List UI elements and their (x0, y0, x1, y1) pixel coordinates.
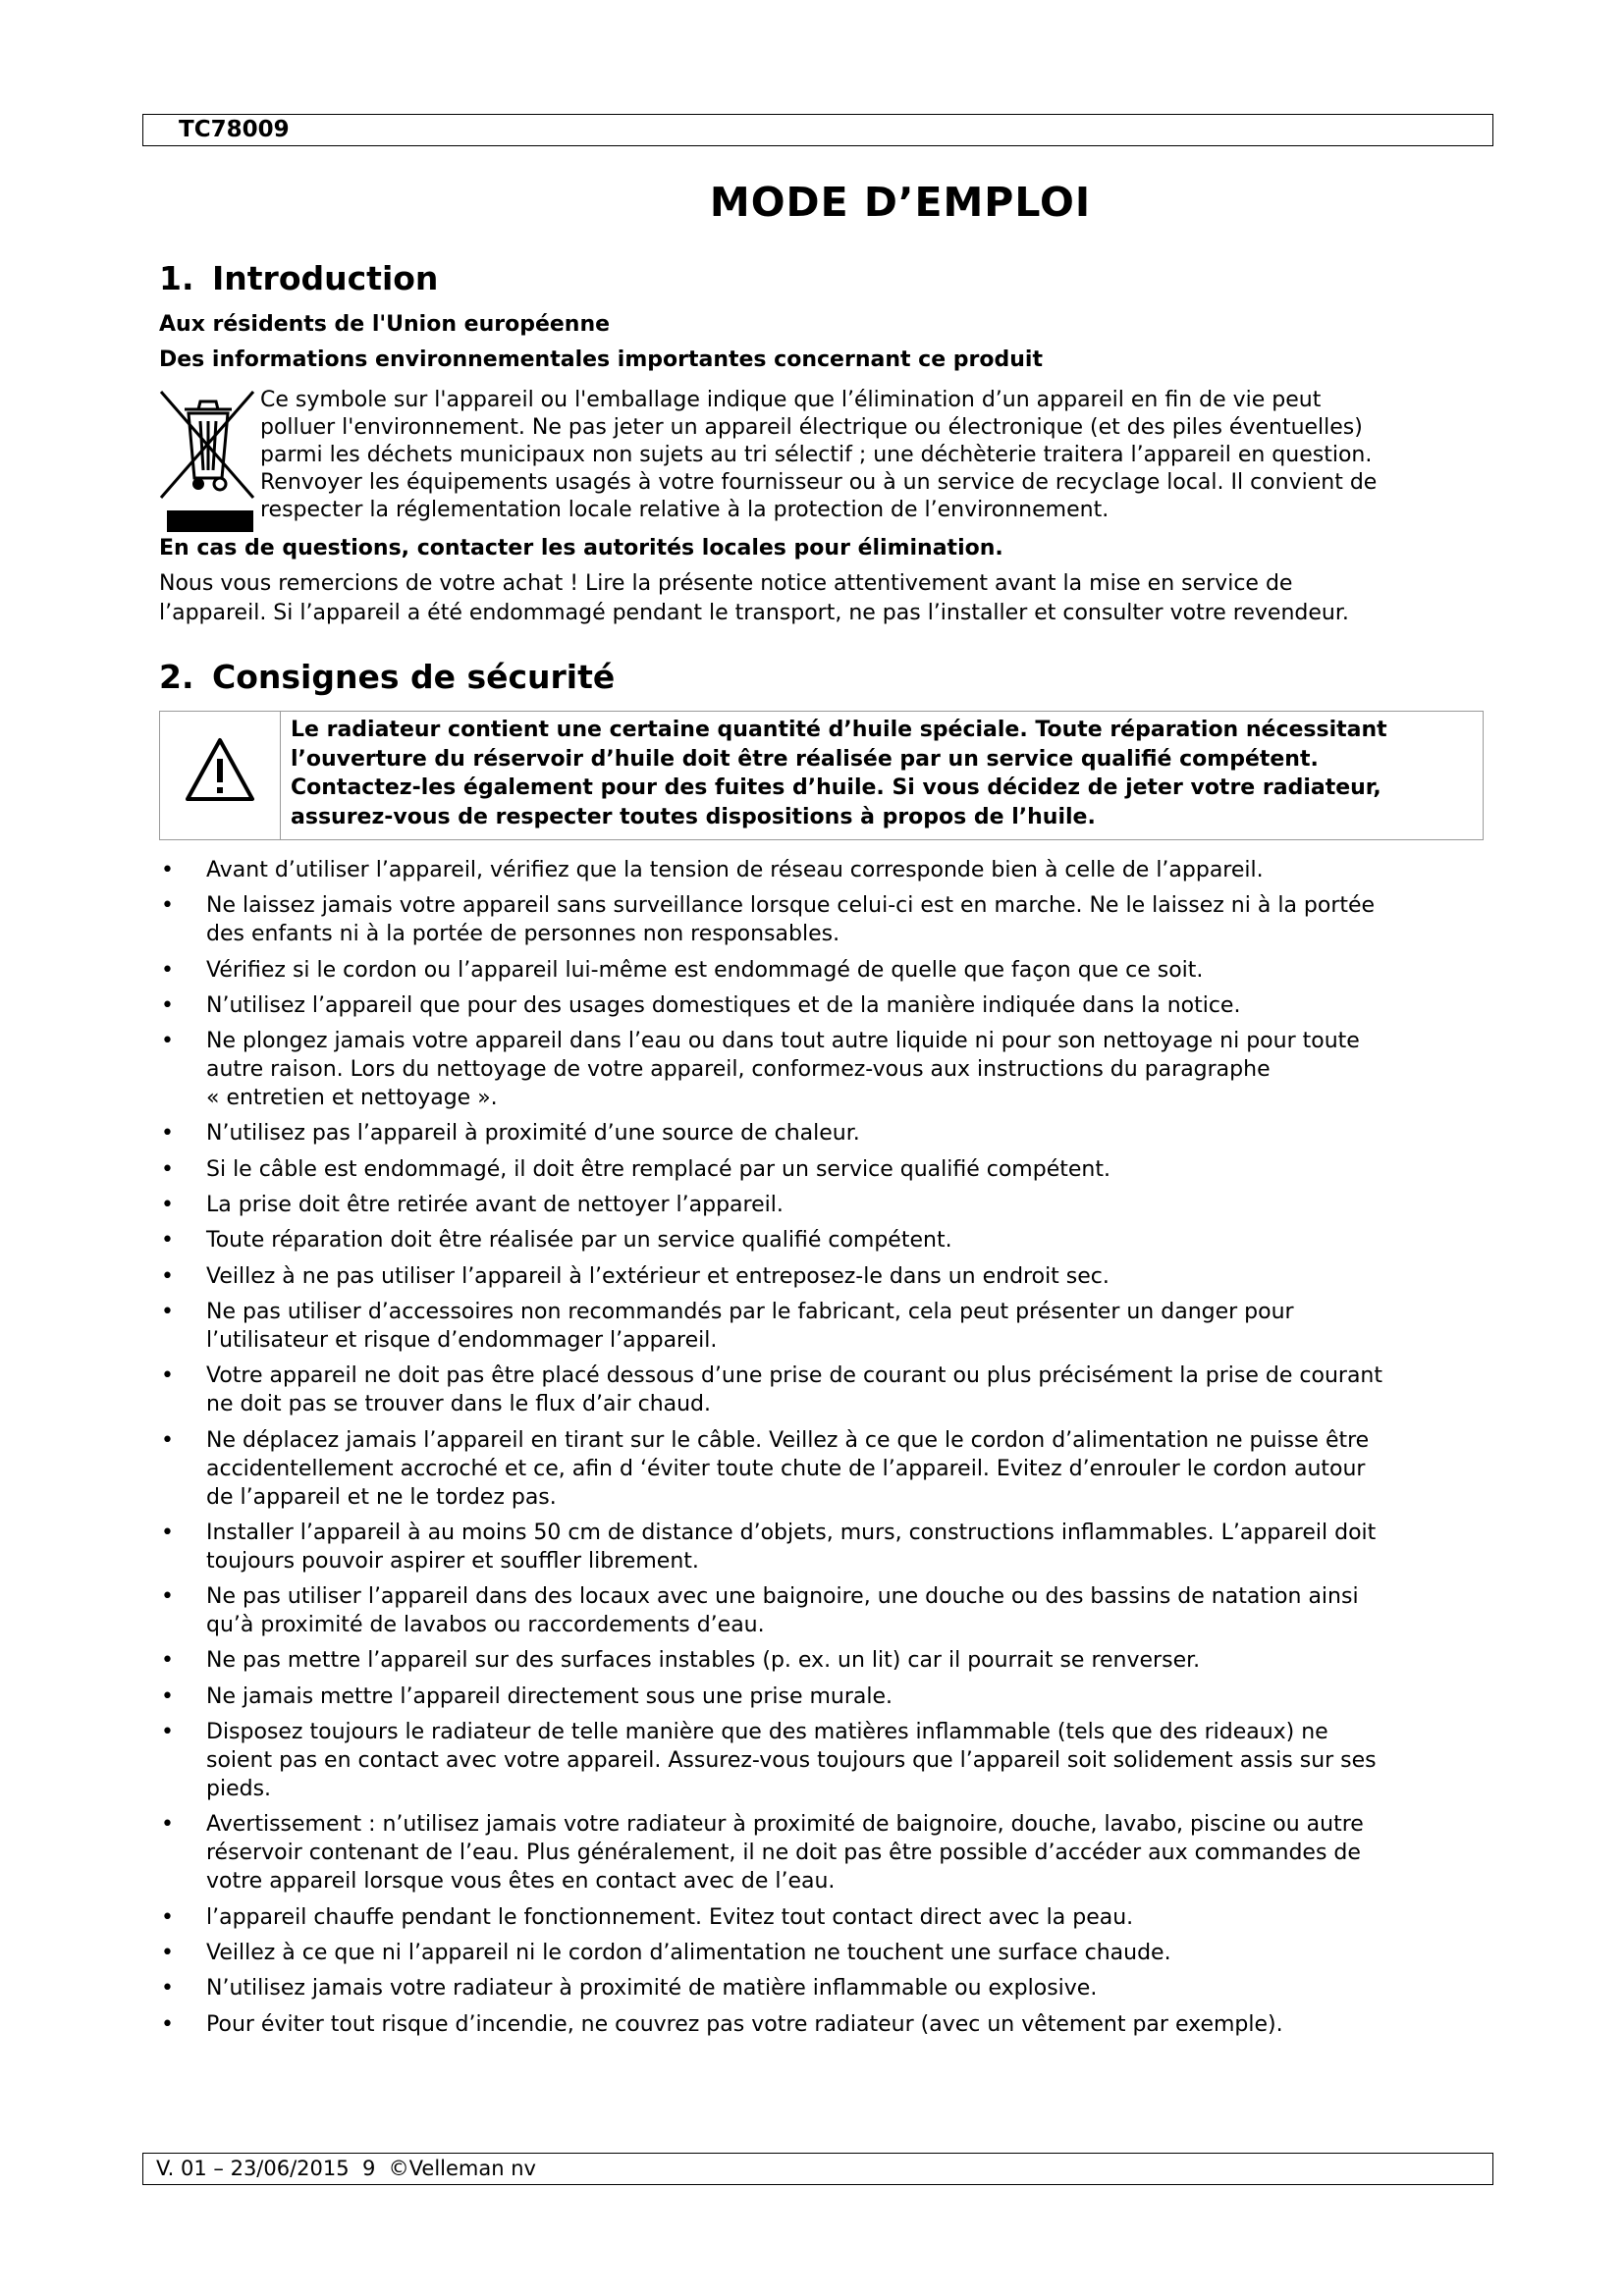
safety-bullet-item (159, 1426, 1487, 1512)
bullet-line: Disposez toujours le radiateur de telle manière que des matières inflammable (tels que des rideaux) ne (206, 1720, 1328, 1745)
safety-bullet-item (159, 1298, 1487, 1355)
bullet-line: autre raison. Lors du nettoyage de votre appareil, conformez-vous aux instructions du paragraphe (206, 1057, 1271, 1083)
thanks-line: l’appareil. Si l’appareil a été endommagé pendant le transport, ne pas l’installer et consulter votre revendeur. (159, 601, 1349, 625)
bullet-marker: • (161, 1683, 174, 1709)
bullet-line: N’utilisez pas l’appareil à proximité d’une source de chaleur. (206, 1121, 860, 1147)
safety-bullet-item (159, 1155, 1487, 1184)
safety-bullet-item (159, 1646, 1487, 1675)
bullet-line: réservoir contenant de l’eau. Plus généralement, il ne doit pas être possible d’accéder aux commandes de (206, 1841, 1361, 1866)
bullet-line: l’utilisateur et risque d’endommager l’appareil. (206, 1327, 718, 1353)
bullet-line: l’appareil chauffe pendant le fonctionnement. Evitez tout contact direct avec la peau. (206, 1904, 1134, 1930)
bullet-line: Ne déplacez jamais l’appareil en tirant sur le câble. Veillez à ce que le cordon d’alimentation ne puisse être (206, 1427, 1370, 1453)
bullet-line: pieds. (206, 1777, 272, 1802)
bullet-marker: • (161, 1121, 174, 1147)
bullet-line: des enfants ni à la portée de personnes non responsables. (206, 922, 840, 947)
safety-bullet-item (159, 1362, 1487, 1418)
safety-bullet-item (159, 1262, 1487, 1291)
bullet-line: Veillez à ce que ni l’appareil ni le cordon d’alimentation ne touchent une surface chaude. (206, 1940, 1171, 1965)
bullet-marker: • (161, 1976, 174, 2002)
bullet-marker: • (161, 992, 174, 1018)
footer-box (142, 2153, 1493, 2185)
bullet-line: Ne pas mettre l’appareil sur des surfaces instables (p. ex. un lit) car il pourrait se renverser. (206, 1648, 1201, 1674)
bullet-marker: • (161, 1648, 174, 1674)
section-1-heading (159, 259, 438, 297)
bullet-line: N’utilisez jamais votre radiateur à proximité de matière inflammable ou explosive. (206, 1976, 1098, 2002)
bullet-line: La prise doit être retirée avant de nettoyer l’appareil. (206, 1193, 784, 1218)
bullet-line: Ne pas utiliser d’accessoires non recommandés par le fabricant, cela peut présenter un danger pour (206, 1299, 1294, 1324)
safety-instructions-list (159, 856, 1487, 2046)
weee-line: polluer l'environnement. Ne pas jeter un appareil électrique ou électronique (et des piles éventuelles) (260, 415, 1363, 440)
thanks-paragraph (159, 569, 1485, 628)
safety-bullet-item (159, 956, 1487, 985)
section-2-number: 2. (159, 658, 194, 696)
bullet-marker: • (161, 1812, 174, 1838)
bullet-line: Vérifiez si le cordon ou l’appareil lui-même est endommagé de quelle que façon que ce soit. (206, 957, 1204, 983)
bullet-line: « entretien et nettoyage ». (206, 1086, 498, 1111)
warning-line: Contactez-les également pour des fuites d’huile. Si vous décidez de jeter votre radiateur, (291, 775, 1381, 800)
bullet-line: Ne laissez jamais votre appareil sans surveillance lorsque celui-ci est en marche. Ne le laissez ni à la portée (206, 893, 1376, 919)
bullet-line: toujours pouvoir aspirer et souffler librement. (206, 1548, 699, 1574)
safety-bullet-item (159, 1027, 1487, 1112)
bullet-marker: • (161, 1193, 174, 1218)
section-2-heading (159, 658, 615, 696)
bullet-line: Ne pas utiliser l’appareil dans des locaux avec une baignoire, une douche ou des bassins de natation ainsi (206, 1584, 1359, 1610)
eu-residents-heading: Aux résidents de l'Union européenne (159, 312, 611, 337)
bullet-marker: • (161, 1940, 174, 1965)
safety-bullet-item (159, 1119, 1487, 1148)
bullet-line: Avant d’utiliser l’appareil, vérifiez que la tension de réseau corresponde bien à celle de l’appareil. (206, 858, 1264, 882)
safety-bullet-item (159, 856, 1487, 884)
weee-bar-marker (167, 510, 253, 532)
weee-line: Renvoyer les équipements usagés à votre fournisseur ou à un service de recyclage local. Il convient de (260, 470, 1378, 495)
bullet-line: votre appareil lorsque vous êtes en contact avec de l’eau. (206, 1869, 836, 1895)
warning-divider (280, 712, 281, 839)
bullet-marker: • (161, 1904, 174, 1930)
bullet-marker: • (161, 1228, 174, 1254)
weee-line: respecter la réglementation locale relative à la protection de l’environnement. (260, 498, 1110, 522)
bullet-line: ne doit pas se trouver dans le flux d’air chaud. (206, 1392, 712, 1417)
questions-note: En cas de questions, contacter les autorités locales pour élimination. (159, 536, 1003, 561)
bullet-marker: • (161, 957, 174, 983)
header-box (142, 114, 1493, 146)
bullet-marker: • (161, 1584, 174, 1610)
safety-bullet-item (159, 1682, 1487, 1711)
bullet-marker: • (161, 1520, 174, 1545)
product-code: TC78009 (179, 117, 290, 142)
oil-warning-text (291, 716, 1469, 831)
bullet-line: Pour éviter tout risque d’incendie, ne couvrez pas votre radiateur (avec un vêtement par exemple). (206, 2011, 1283, 2037)
bullet-marker: • (161, 1720, 174, 1745)
weee-bin-icon (159, 388, 257, 501)
bullet-line: soient pas en contact avec votre appareil. Assurez-vous toujours que l’appareil soit solidement assis sur ses (206, 1748, 1377, 1774)
weee-line: Ce symbole sur l'appareil ou l'emballage indique que l’élimination d’un appareil en fin de vie peut (260, 388, 1322, 412)
warning-triangle-icon (185, 737, 255, 802)
bullet-line: de l’appareil et ne le tordez pas. (206, 1484, 557, 1510)
weee-notice (260, 387, 1478, 524)
safety-bullet-item (159, 891, 1487, 948)
section-1-title: Introduction (212, 259, 439, 297)
bullet-line: qu’à proximité de lavabos ou raccordements d’eau. (206, 1613, 765, 1638)
bullet-line: accidentellement accroché et ce, afin d ‘éviter toute chute de l’appareil. Evitez d’enrouler le cordon autour (206, 1456, 1366, 1481)
warning-line: l’ouverture du réservoir d’huile doit être réalisée par un service qualifié compétent. (291, 746, 1319, 772)
bullet-line: Ne plongez jamais votre appareil dans l’eau ou dans tout autre liquide ni pour son nettoyage ni pour toute (206, 1029, 1360, 1054)
bullet-marker: • (161, 1363, 174, 1389)
bullet-marker: • (161, 1156, 174, 1182)
bullet-marker: • (161, 2011, 174, 2037)
bullet-line: Votre appareil ne doit pas être placé dessous d’une prise de courant ou plus précisément la prise de courant (206, 1363, 1382, 1389)
safety-bullet-item (159, 1810, 1487, 1896)
bullet-line: Si le câble est endommagé, il doit être remplacé par un service qualifié compétent. (206, 1156, 1110, 1182)
bullet-marker: • (161, 1263, 174, 1289)
safety-bullet-item (159, 1226, 1487, 1255)
oil-warning-box (159, 711, 1484, 840)
safety-bullet-item (159, 1718, 1487, 1803)
safety-bullet-item (159, 1974, 1487, 2002)
bullet-line: Toute réparation doit être réalisée par un service qualifié compétent. (206, 1228, 952, 1254)
safety-bullet-item (159, 1582, 1487, 1639)
safety-bullet-item (159, 1903, 1487, 1932)
bullet-marker: • (161, 893, 174, 919)
section-1-number: 1. (159, 259, 194, 297)
safety-bullet-item (159, 991, 1487, 1020)
weee-line: parmi les déchets municipaux non sujets au tri sélectif ; une déchèterie traitera l’appareil en question. (260, 443, 1373, 467)
page-title: MODE D’EMPLOI (709, 179, 1092, 226)
bullet-line: Avertissement : n’utilisez jamais votre radiateur à proximité de baignoire, douche, lavabo, piscine ou autre (206, 1812, 1364, 1838)
bullet-marker: • (161, 1299, 174, 1324)
bullet-line: N’utilisez l’appareil que pour des usages domestiques et de la manière indiquée dans la notice. (206, 992, 1241, 1018)
warning-line: assurez-vous de respecter toutes dispositions à propos de l’huile. (291, 804, 1096, 829)
footer-version: V. 01 – 23/06/2015 9 ©Velleman nv (156, 2157, 536, 2180)
bullet-line: Veillez à ne pas utiliser l’appareil à l’extérieur et entreposez-le dans un endroit sec. (206, 1263, 1110, 1289)
bullet-marker: • (161, 1029, 174, 1054)
safety-bullet-item (159, 1939, 1487, 1967)
bullet-line: Ne jamais mettre l’appareil directement sous une prise murale. (206, 1683, 893, 1709)
bullet-marker: • (161, 858, 174, 882)
thanks-line: Nous vous remercions de votre achat ! Lire la présente notice attentivement avant la mise en service de (159, 571, 1293, 596)
warning-line: Le radiateur contient une certaine quantité d’huile spéciale. Toute réparation nécessitant (291, 718, 1387, 742)
safety-bullet-item (159, 2010, 1487, 2039)
section-2-title: Consignes de sécurité (212, 658, 616, 696)
bullet-marker: • (161, 1427, 174, 1453)
safety-bullet-item (159, 1519, 1487, 1575)
bullet-line: Installer l’appareil à au moins 50 cm de distance d’objets, murs, constructions inflammables. L’appareil doit (206, 1520, 1377, 1545)
env-info-heading: Des informations environnementales importantes concernant ce produit (159, 347, 1043, 372)
safety-bullet-item (159, 1191, 1487, 1219)
